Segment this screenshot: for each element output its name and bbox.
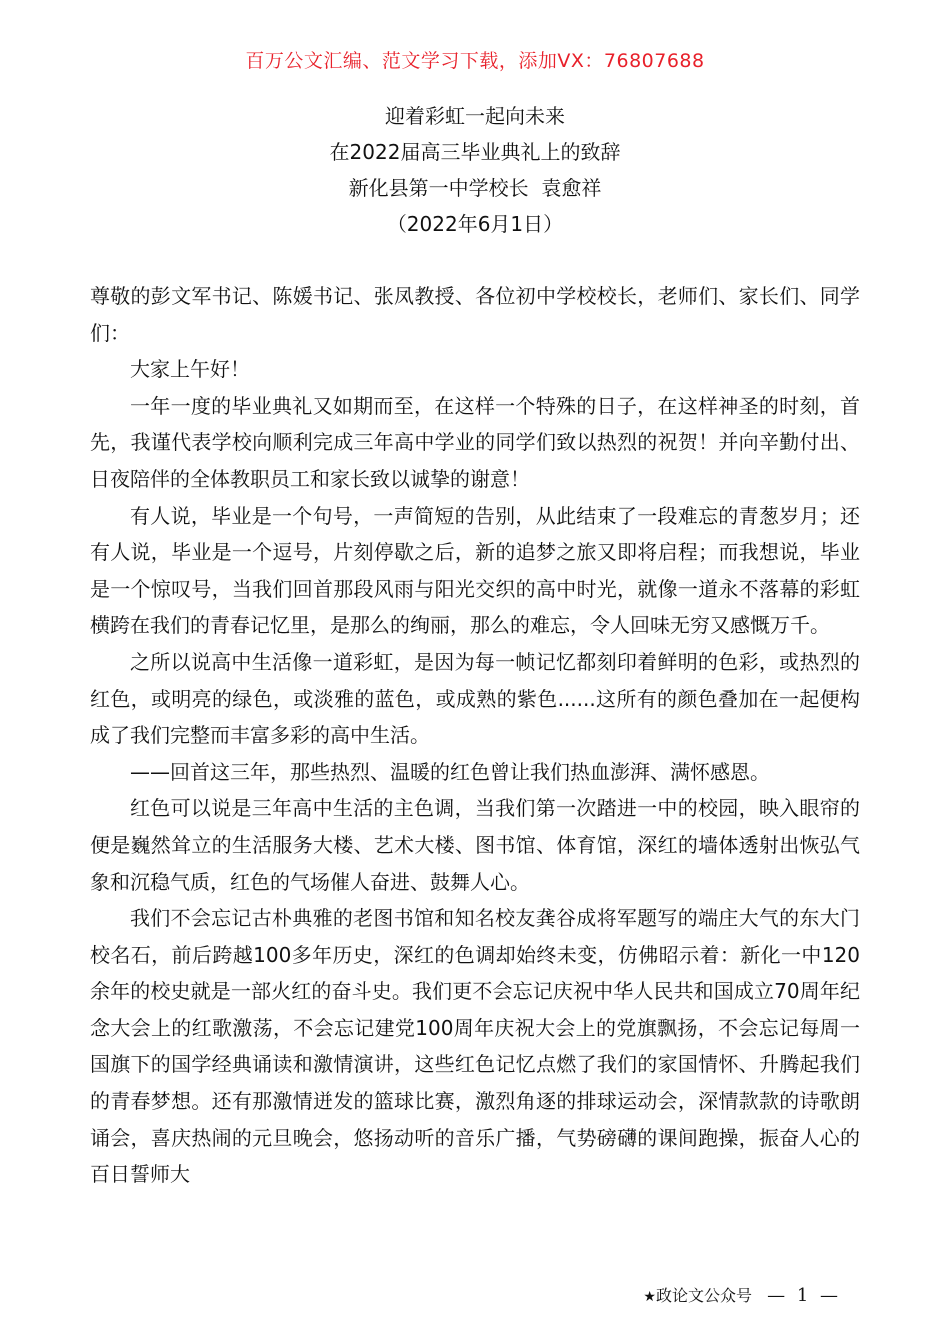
body-paragraph: 红色可以说是三年高中生活的主色调，当我们第一次踏进一中的校园，映入眼帘的便是巍然耸立的生活服务大楼、艺术大楼、图书馆、体育馆，深红的墙体透射出恢弘气象和沉稳气质，红色的气场催人奋进、鼓舞人心。 bbox=[90, 796, 860, 894]
body-paragraph: 之所以说高中生活像一道彩虹，是因为每一帧记忆都刻印着鲜明的色彩，或热烈的红色，或明亮的绿色，或淡雅的蓝色，或成熟的紫色......这所有的颜色叠加在一起便构成了我们完整而丰富多彩的高中生活。 bbox=[90, 649, 860, 748]
speech-body bbox=[90, 278, 860, 1193]
footer-source: 政论文公众号 bbox=[655, 1286, 752, 1305]
header-banner: 百万公文汇编、范文学习下载，添加VX：76807688 bbox=[245, 50, 705, 72]
speaker-line: 新化县第一中学校长 袁愈祥 bbox=[348, 176, 602, 200]
body-paragraph: 一年一度的毕业典礼又如期而至，在这样一个特殊的日子，在这样神圣的时刻，首先，我谨代表学校向顺利完成三年高中学业的同学们致以热烈的祝贺！并向辛勤付出、日夜陪伴的全体教职员工和家长致以诚挚的谢意！ bbox=[90, 393, 860, 491]
speech-title: 迎着彩虹一起向未来 bbox=[385, 104, 565, 128]
greeting-paragraph: 大家上午好！ bbox=[130, 357, 250, 382]
salutation-paragraph: 尊敬的彭文军书记、陈媛书记、张凤教授、各位初中学校校长，老师们、家长们、同学们： bbox=[90, 284, 860, 345]
page-footer bbox=[643, 1283, 838, 1306]
body-paragraph: ——回首这三年，那些热烈、温暖的红色曾让我们热血澎湃、满怀感恩。 bbox=[130, 759, 770, 784]
title-block bbox=[0, 98, 950, 242]
star-icon: ★ bbox=[643, 1289, 656, 1305]
footer-dash-right: — bbox=[820, 1285, 838, 1306]
footer-dash-left: — bbox=[767, 1285, 786, 1306]
page-number-group bbox=[767, 1285, 838, 1306]
speech-date: （2022年6月1日） bbox=[386, 212, 564, 236]
body-paragraph: 有人说，毕业是一个句号，一声简短的告别，从此结束了一段难忘的青葱岁月；还有人说，毕业是一个逗号，片刻停歇之后，新的追梦之旅又即将启程；而我想说，毕业是一个惊叹号，当我们回首那段风雨与阳光交织的高中时光，就像一道永不落幕的彩虹横跨在我们的青春记忆里，是那么的绚丽，那么的难忘，令人回味无穷又感慨万千。 bbox=[90, 503, 860, 638]
body-paragraph: 我们不会忘记古朴典雅的老图书馆和知名校友龚谷成将军题写的端庄大气的东大门校名石，前后跨越100多年历史，深红的色调却始终未变，仿佛昭示着：新化一中120余年的校史就是一部火红的奋斗史。我们更不会忘记庆祝中华人民共和国成立70周年纪念大会上的红歌激荡，不会忘记建党100周年庆祝大会上的党旗飘扬，不会忘记每周一国旗下的国学经典诵读和激情演讲，这些红色记忆点燃了我们的家国情怀、升腾起我们的青春梦想。还有那激情迸发的篮球比赛，激烈角逐的排球运动会，深情款款的诗歌朗诵会，喜庆热闹的元旦晚会，悠扬动听的音乐广播，气势磅礴的课间跑操，振奋人心的百日誓师大 bbox=[90, 906, 860, 1187]
page-number: 1 bbox=[796, 1285, 809, 1306]
speech-subtitle: 在2022届高三毕业典礼上的致辞 bbox=[329, 140, 621, 164]
